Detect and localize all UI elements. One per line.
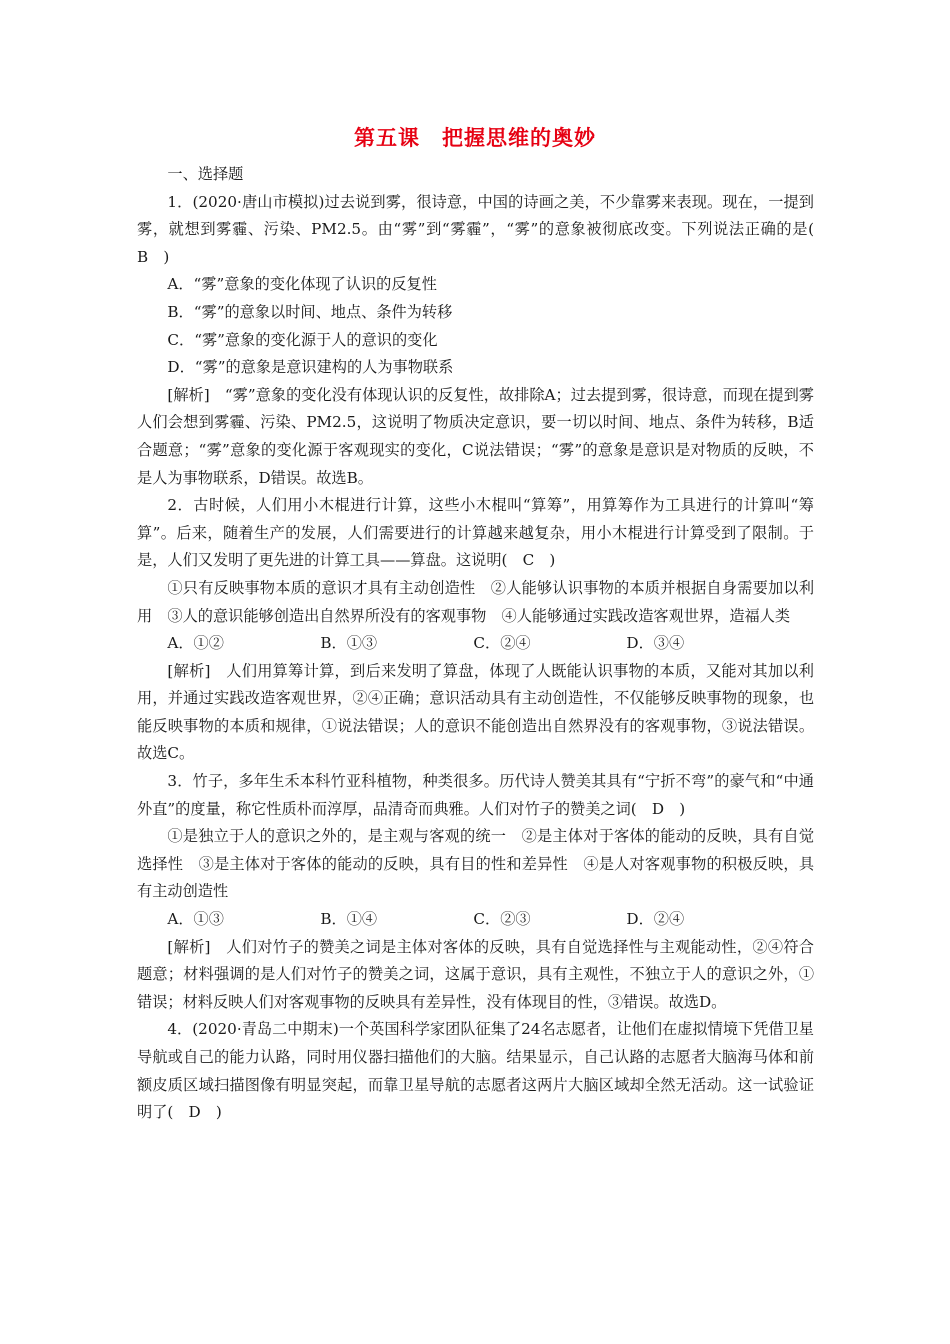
question-4-stem: 4．(2020·青岛二中期末)一个英国科学家团队征集了24名志愿者，让他们在虚拟情境下凭借卫星导航或自己的能力认路，同时用仪器扫描他们的大脑。结果显示，自己认路的志愿者大脑海马体和前额皮质区域扫描图像有明显突起，而靠卫星导航的志愿者这两片大脑区域却全然无活动。这一试验证明了( D ) — [137, 1020, 814, 1122]
question-2-analysis: [解析] 人们用算筹计算，到后来发明了算盘，体现了人既能认识事物的本质，又能对其加以利用，并通过实践改造客观世界，②④正确；意识活动具有主动创造性，不仅能够反映事物的现象，也能反映事物的本质和规律，①说法错误；人的意识不能创造出自然界没有的客观事物，③说法错误。故选C。 — [137, 661, 814, 763]
choice-c: C．②③ — [473, 910, 531, 929]
choice-d: D．②④ — [626, 910, 685, 929]
choice-c: C．②④ — [473, 634, 531, 653]
question-2-statements: ①只有反映事物本质的意识才具有主动创造性 ②人能够认识事物的本质并根据自身需要加以利用 ③人的意识能够创造出自然界所没有的客观事物 ④人能够通过实践改造客观世界，造福人类 — [137, 578, 814, 625]
choice-a: A．①③ — [167, 910, 224, 929]
section-heading: 一、选择题 — [167, 165, 244, 183]
question-1-option-d: D．“雾”的意象是意识建构的人为事物联系 — [167, 358, 454, 377]
page-title: 第五课 把握思维的奥妙 — [354, 125, 596, 150]
document-body — [137, 161, 830, 1127]
question-2-choices — [137, 630, 814, 658]
question-1-analysis: [解析] “雾”意象的变化没有体现认识的反复性，故排除A；过去提到雾，很诗意，而现在提到雾人们会想到雾霾、污染、PM2.5，这说明了物质决定意识，要一切以时间、地点、条件为转移，B适合题意；“雾”意象的变化源于客观现实的变化，C说法错误；“雾”的意象是意识是对物质的反映，不是人为事物联系，D错误。故选B。 — [137, 385, 814, 487]
question-1-option-b: B．“雾”的意象以时间、地点、条件为转移 — [167, 302, 453, 321]
choice-b: B．①③ — [320, 634, 378, 653]
question-3-choices — [137, 906, 814, 934]
question-1-stem: 1．(2020·唐山市模拟)过去说到雾，很诗意，中国的诗画之美，不少靠雾来表现。现在，一提到雾，就想到雾霾、污染、PM2.5。由“雾”到“雾霾”，“雾”的意象被彻底改变。下列说法正确的是( B ) — [137, 192, 830, 266]
question-3-stem: 3．竹子，多年生禾本科竹亚科植物，种类很多。历代诗人赞美其具有“宁折不弯”的豪气和“中通外直”的度量，称它性质朴而淳厚，品清奇而典雅。人们对竹子的赞美之词( D ) — [137, 772, 814, 818]
question-1-option-a: A．“雾”意象的变化体现了认识的反复性 — [167, 275, 437, 294]
choice-a: A．①② — [167, 634, 224, 653]
choice-d: D．③④ — [626, 634, 685, 653]
question-3-statements: ①是独立于人的意识之外的，是主观与客观的统一 ②是主体对于客体的能动的反映，具有自觉选择性 ③是主体对于客体的能动的反映，具有目的性和差异性 ④是人对客观事物的积极反映，具有主动创造性 — [137, 827, 814, 901]
question-1-option-c: C．“雾”意象的变化源于人的意识的变化 — [167, 330, 438, 349]
choice-b: B．①④ — [320, 910, 378, 929]
question-3-analysis: [解析] 人们对竹子的赞美之词是主体对客体的反映，具有自觉选择性与主观能动性，②④符合题意；材料强调的是人们对竹子的赞美之词，这属于意识，具有主观性，不独立于人的意识之外，①错误；材料反映人们对客观事物的反映具有差异性，没有体现目的性，③错误。故选D。 — [137, 937, 814, 1011]
question-2-stem: 2．古时候，人们用小木棍进行计算，这些小木棍叫“算筹”，用算筹作为工具进行的计算叫“筹算”。后来，随着生产的发展，人们需要进行的计算越来越复杂，用小木棍进行计算受到了限制。于是，人们又发明了更先进的计算工具——算盘。这说明( C ) — [137, 496, 814, 570]
